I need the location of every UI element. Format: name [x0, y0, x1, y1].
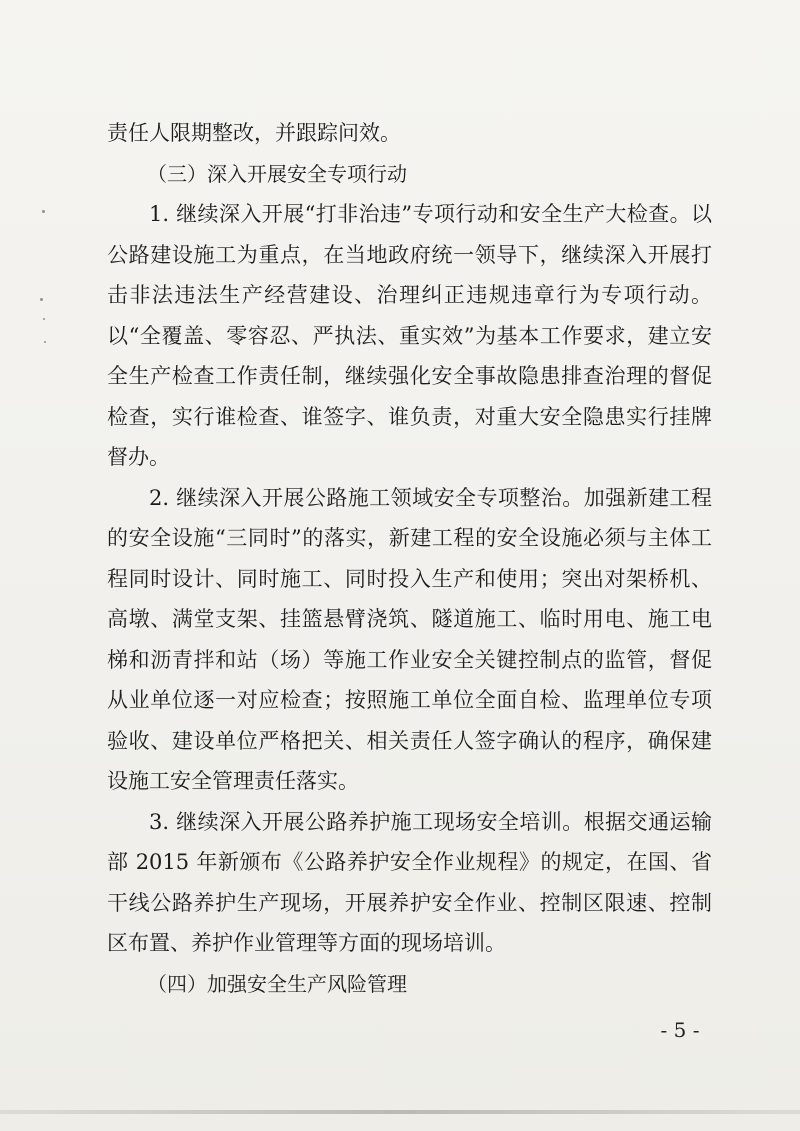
- page-number: - 5 -: [660, 1018, 700, 1042]
- section-heading-4: （四）加强安全生产风险管理: [147, 971, 407, 996]
- paragraph-item-3: 3. 继续深入开展公路养护施工现场安全培训。根据交通运输部 2015 年新颁布《公路养护安全作业规程》的规定，在国、省干线公路养护生产现场，开展养护安全作业、控制区限速、控制区布置、养护作业管理等方面的现场培训。: [107, 809, 712, 955]
- paragraph-continuation: 责任人限期整改，并跟踪问效。: [107, 121, 401, 145]
- scan-speck: [44, 341, 46, 343]
- scan-speck: [43, 318, 45, 320]
- document-body: [107, 113, 712, 1004]
- scan-speck: [42, 210, 45, 213]
- scan-speck: [40, 298, 43, 301]
- paragraph-item-2: 2. 继续深入开展公路施工领域安全专项整治。加强新建工程的安全设施“三同时”的落实，新建工程的安全设施必须与主体工程同时设计、同时施工、同时投入生产和使用；突出对架桥机、高墩、满堂支架、挂篮悬臂浇筑、隧道施工、临时用电、施工电梯和沥青拌和站（场）等施工作业安全关键控制点的监管，督促从业单位逐一对应检查；按照施工单位全面自检、监理单位专项验收、建设单位严格把关、相关责任人签字确认的程序，确保建设施工安全管理责任落实。: [107, 485, 712, 793]
- scan-edge-line: [0, 1110, 800, 1114]
- section-heading-3: （三）深入开展安全专项行动: [147, 161, 407, 186]
- paragraph-item-1: 1. 继续深入开展“打非治违”专项行动和安全生产大检查。以公路建设施工为重点，在当地政府统一领导下，继续深入开展打击非法违法生产经营建设、治理纠正违规违章行为专项行动。以“全覆盖、零容忍、严执法、重实效”为基本工作要求，建立安全生产检查工作责任制，继续强化安全事故隐患排查治理的督促检查，实行谁检查、谁签字、谁负责，对重大安全隐患实行挂牌督办。: [107, 202, 712, 469]
